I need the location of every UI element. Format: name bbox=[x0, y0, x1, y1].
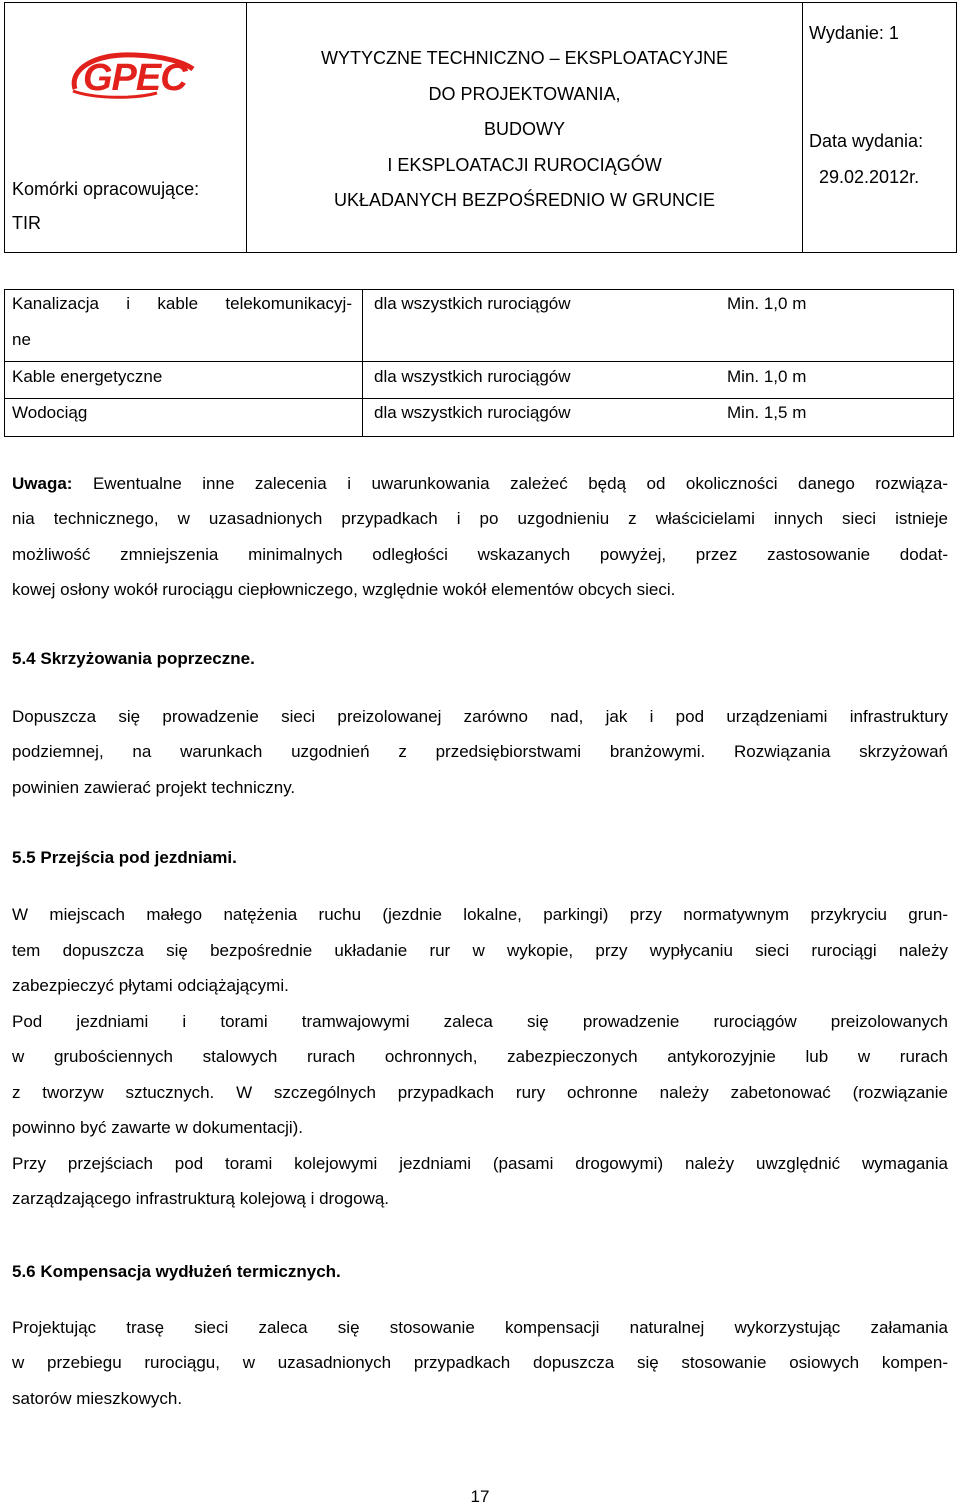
table-cell-scope: dla wszystkich rurociągów bbox=[374, 294, 571, 313]
table-cell-item: Kable energetyczne bbox=[12, 367, 163, 386]
title-line: UKŁADANYCH BEZPOŚREDNIO W GRUNCIE bbox=[333, 190, 716, 210]
edition: Wydanie: 1 bbox=[809, 23, 899, 43]
paragraph-line: Przy przejściach pod torami kolejowymi jezdniami (pasami drogowymi) należy uwzględnić wymagania bbox=[12, 1154, 948, 1173]
document-header bbox=[4, 2, 957, 253]
table-divider bbox=[5, 361, 953, 362]
paragraph-line: w przebiegu rurociągu, w uzasadnionych przypadkach dopuszcza się stosowanie osiowych kompen- bbox=[12, 1353, 948, 1372]
gpec-logo bbox=[65, 49, 205, 105]
date-value: 29.02.2012r. bbox=[819, 167, 920, 187]
table-divider bbox=[5, 398, 953, 399]
note-line: możliwość zmniejszenia minimalnych odległości wskazanych powyżej, przez zastosowanie dodat- bbox=[12, 545, 948, 564]
table-cell-min: Min. 1,0 m bbox=[727, 367, 807, 386]
note-line: kowej osłony wokół rurociągu ciepłowniczego, względnie wokół elementów obcych sieci. bbox=[12, 580, 676, 599]
title-line: WYTYCZNE TECHNICZNO – EKSPLOATACYJNE bbox=[320, 48, 729, 68]
document-title bbox=[247, 41, 802, 219]
table-cell-min: Min. 1,5 m bbox=[727, 403, 807, 422]
paragraph-line: zarządzającego infrastrukturą kolejową i drogową. bbox=[12, 1189, 390, 1208]
note-label: Uwaga: bbox=[12, 474, 73, 493]
section-heading: 5.4 Skrzyżowania poprzeczne. bbox=[12, 649, 255, 668]
note-line: Uwaga: Ewentualne inne zalecenia i uwarunkowania zależeć będą od okoliczności danego rozwiąza- bbox=[12, 474, 948, 493]
header-title-cell bbox=[247, 3, 803, 253]
section-heading: 5.5 Przejścia pod jezdniami. bbox=[12, 848, 237, 867]
table-cell-item: Kanalizacja i kable telekomunikacyj- bbox=[12, 294, 352, 313]
note-line: nia technicznego, w uzasadnionych przypadkach i po uzgodnieniu z właścicielami innych sieci istnieje bbox=[12, 509, 948, 528]
paragraph-line: powinien zawierać projekt techniczny. bbox=[12, 778, 296, 797]
table-cell-scope: dla wszystkich rurociągów bbox=[374, 403, 571, 422]
paragraph-line: z tworzyw sztucznych. W szczególnych przypadkach rury ochronne należy zabetonować (rozwiązanie bbox=[12, 1083, 948, 1102]
paragraph-line: powinno być zawarte w dokumentacji). bbox=[12, 1118, 304, 1137]
table-cell-min: Min. 1,0 m bbox=[727, 294, 807, 313]
paragraph-line: Projektując trasę sieci zaleca się stosowanie kompensacji naturalnej wykorzystując załamania bbox=[12, 1318, 948, 1337]
table-divider bbox=[362, 290, 363, 436]
header-left-cell bbox=[5, 3, 247, 253]
paragraph-line: W miejscach małego natężenia ruchu (jezdnie lokalne, parkingi) przy normatywnym przykryciu grun- bbox=[12, 905, 948, 924]
header-right-cell bbox=[803, 3, 957, 253]
paragraph-line: tem dopuszcza się bezpośrednie układanie rur w wykopie, przy wypłycaniu sieci rurociągi należy bbox=[12, 941, 948, 960]
paragraph-line: podziemnej, na warunkach uzgodnień z przedsiębiorstwami branżowymi. Rozwiązania skrzyżowań bbox=[12, 742, 948, 761]
page-number: 17 bbox=[470, 1487, 490, 1506]
title-line: BUDOWY bbox=[484, 119, 565, 139]
date-label: Data wydania: bbox=[809, 131, 924, 151]
units-value: TIR bbox=[12, 213, 41, 233]
title-line: DO PROJEKTOWANIA, bbox=[428, 83, 621, 104]
paragraph-line: Dopuszcza się prowadzenie sieci preizolowanej zarówno nad, jak i pod urządzeniami infrastruktury bbox=[12, 707, 948, 726]
section-heading: 5.6 Kompensacja wydłużeń termicznych. bbox=[12, 1262, 341, 1281]
paragraph-line: satorów mieszkowych. bbox=[12, 1389, 183, 1408]
table-cell-item: Wodociąg bbox=[12, 403, 88, 422]
paragraph-line: Pod jezdniami i torami tramwajowymi zaleca się prowadzenie rurociągów preizolowanych bbox=[12, 1012, 948, 1031]
paragraph-line: w grubościennych stalowych rurach ochronnych, zabezpieczonych antykorozyjnie lub w rurach bbox=[12, 1047, 948, 1066]
distance-table bbox=[4, 289, 954, 437]
paragraph-line: zabezpieczyć płytami odciążającymi. bbox=[12, 976, 289, 995]
logo-text: GPEC bbox=[83, 57, 187, 99]
table-cell-item: ne bbox=[12, 330, 31, 349]
units-label: Komórki opracowujące: bbox=[12, 179, 200, 199]
title-line: I EKSPLOATACJI RUROCIĄGÓW bbox=[387, 154, 662, 175]
table-cell-scope: dla wszystkich rurociągów bbox=[374, 367, 571, 386]
